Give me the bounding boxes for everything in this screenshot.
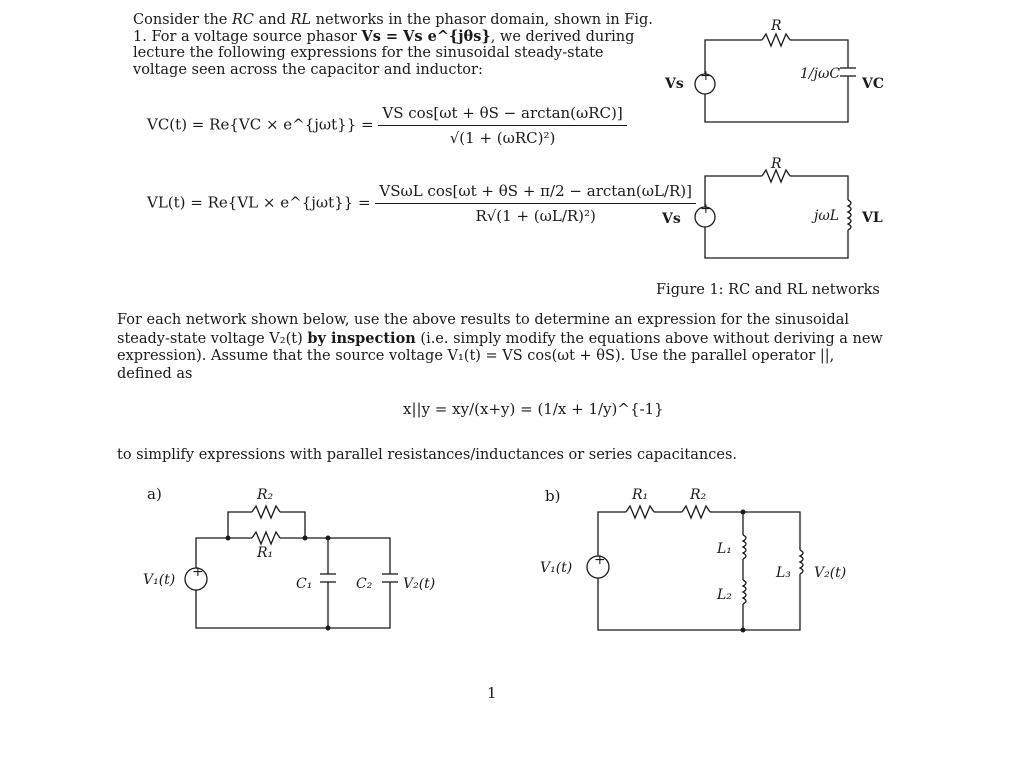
circuit-b-r2-label: R₂ [690, 487, 707, 503]
circuit-b-v2-label: V₂(t) [814, 565, 847, 581]
circuit-a-r1-label: R₁ [257, 545, 274, 561]
circuit-b-source-label: V₁(t) [540, 560, 573, 576]
circuit-a-source-label: V₁(t) [143, 572, 176, 588]
vc-numerator: VS cos[ωt + θS − arctan(ωRC)] [378, 104, 626, 126]
rl-inductor-label: jωL [814, 208, 840, 224]
rl-source-label: Vs [662, 211, 681, 227]
figure1-caption: Figure 1: RC and RL networks [656, 282, 880, 298]
rl-plus-sign: + [700, 201, 712, 217]
circuit-b [587, 506, 803, 630]
intro-paragraph: Consider the RC and RL networks in the phasor domain, shown in Fig. 1. For a voltage source phasor Vs = Vs e^{jθs}, we derived during lecture the following expressions for the sinusoidal steady-state voltage seen across the capacitor and inductor: [133, 12, 653, 78]
page-number: 1 [487, 684, 497, 702]
circuit-b-r1-label: R₁ [632, 487, 649, 503]
circuit-a-plus-sign: + [192, 564, 204, 580]
rl-output-label: VL [862, 210, 883, 226]
rc-source-label: Vs [665, 76, 684, 92]
circuit-b-plus-sign: + [594, 552, 606, 568]
vl-denominator: R√(1 + (ωL/R)²) [475, 207, 596, 225]
circuit-b-label: b) [545, 487, 561, 505]
circuit-b-l3-label: L₃ [776, 565, 791, 581]
rl-resistor-label: R [771, 156, 782, 172]
rc-plus-sign: + [700, 68, 712, 84]
circuit-b-l2-label: L₂ [717, 587, 732, 603]
rc-output-label: VC [862, 76, 885, 92]
vc-denominator: √(1 + (ωRC)²) [449, 129, 556, 147]
simplify-sentence: to simplify expressions with parallel resistances/inductances or series capacitances. [117, 447, 737, 463]
circuit-a [185, 506, 398, 628]
vl-equation-lhs: VL(t) = Re{VL × e^{jωt}} = [147, 193, 371, 212]
rc-resistor-label: R [771, 18, 782, 34]
rc-capacitor-label: 1/jωC [800, 66, 841, 82]
vc-equation-lhs: VC(t) = Re{VC × e^{jωt}} = [147, 115, 374, 134]
parallel-operator-equation: x||y = xy/(x+y) = (1/x + 1/y)^{-1} [403, 400, 664, 418]
task-paragraph: For each network shown below, use the above results to determine an expression for the sinusoidal steady-state voltage V₂(t) by inspection (i.e. simply modify the equations above without deriving a new expression). Assume that the source voltage V₁(t) = VS cos(ωt + θS). Use the parallel operator ||, defined as [117, 312, 883, 382]
circuit-b-l1-label: L₁ [717, 541, 732, 557]
circuit-a-r2-label: R₂ [257, 487, 274, 503]
circuit-a-label: a) [147, 485, 162, 503]
circuit-a-c1-label: C₁ [296, 576, 313, 592]
vl-numerator: VSωL cos[ωt + θS + π/2 − arctan(ωL/R)] [375, 182, 696, 204]
circuit-a-c2-label: C₂ [356, 576, 373, 592]
circuit-a-v2-label: V₂(t) [403, 576, 436, 592]
